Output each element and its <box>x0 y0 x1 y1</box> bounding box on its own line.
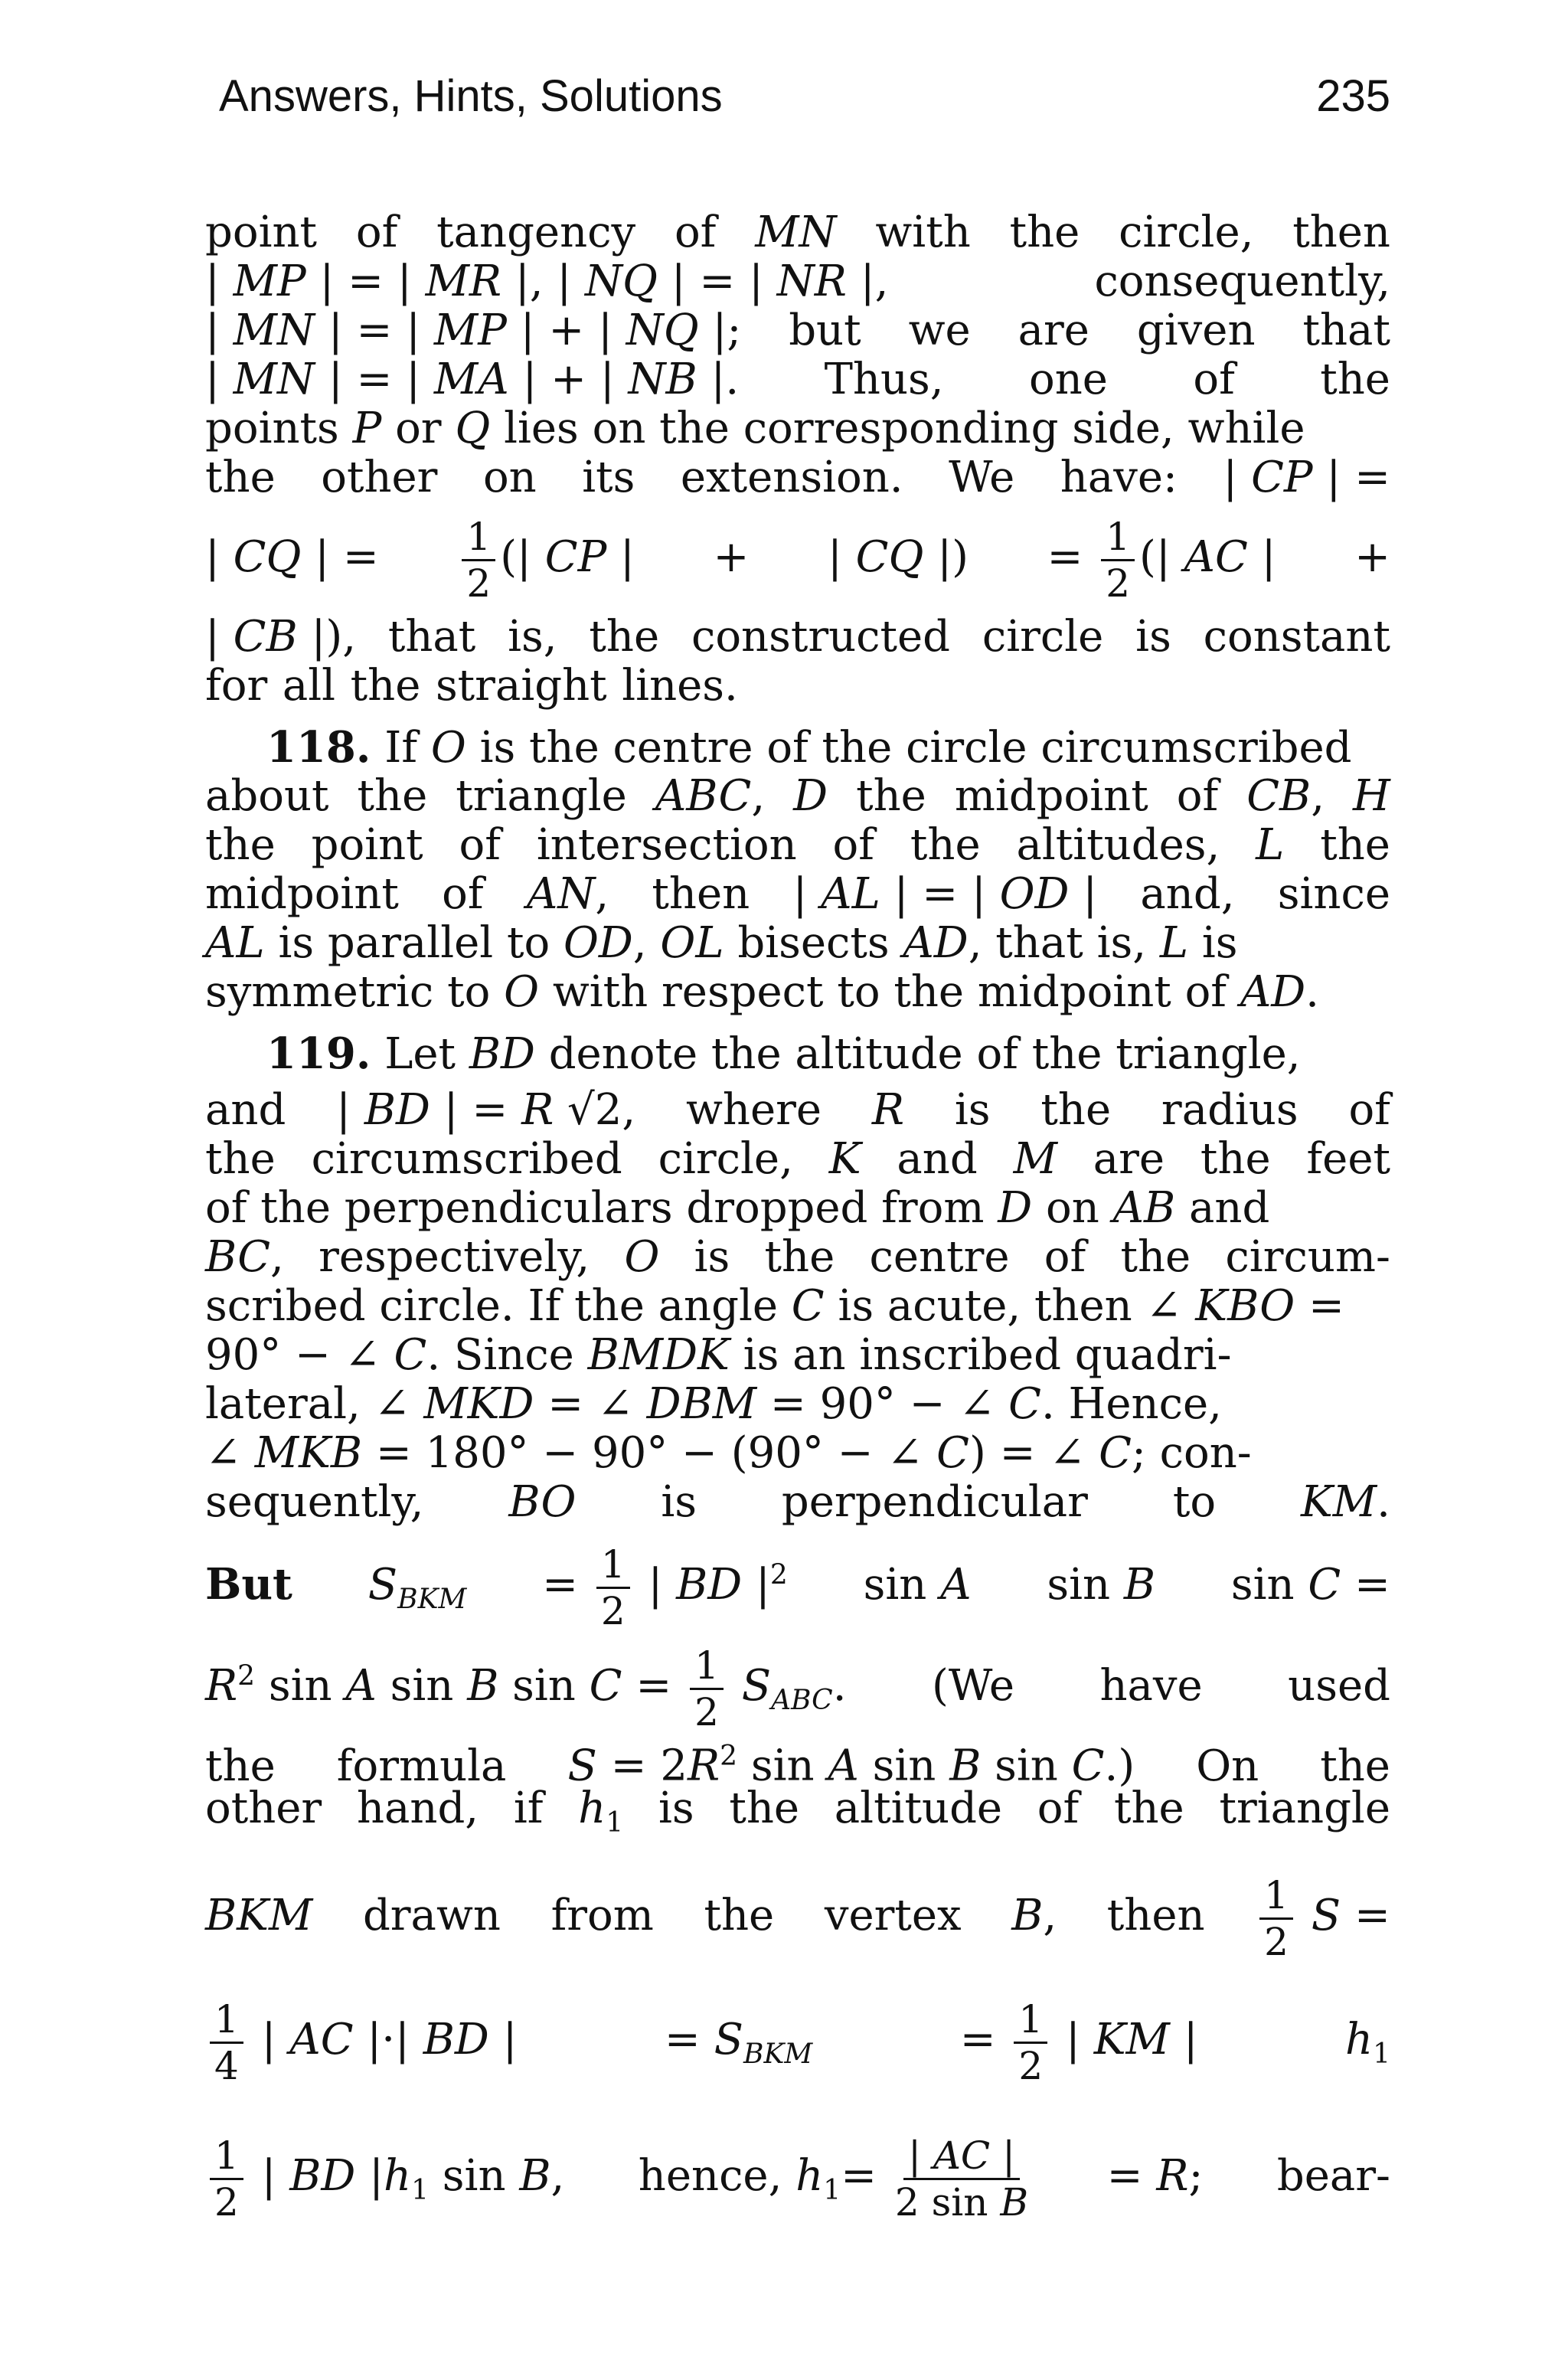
text-line-7: | CQ | = $\frac{1}{2}$ (| CP | + | CQ |) = $\frac{1}{2}$ (| AC | + <box>205 515 1390 606</box>
text-line-27: $R^2$ sin A sin B sin C = $\frac{1}{2}$ $S_{ABC}$. (We have used <box>205 1643 1390 1734</box>
text-line-29: other hand, if $h_1$ is the altitude of the triangle <box>205 1783 1390 1839</box>
text-line-30: BKM drawn from the vertex B, then $\frac{1}{2}$ S = <box>205 1873 1390 1964</box>
text-line-11: about the triangle ABC, D the midpoint of CB, H <box>205 771 1390 821</box>
text-line-8: | CB |), that is, the constructed circle is constant <box>205 612 1390 662</box>
header-title: Answers, Hints, Solutions <box>219 71 723 121</box>
text-line-10: 118. If O is the centre of the circle circumscribed <box>266 722 1352 773</box>
text-line-16: 119. Let BD denote the altitude of the triangle, <box>266 1028 1301 1079</box>
text-line-22: 90° − ∠ C. Since BMDK is an inscribed quadri- <box>205 1330 1232 1380</box>
text-line-24: ∠ MKB = 180° − 90° − (90° − ∠ C) = ∠ C; con- <box>205 1428 1252 1478</box>
text-line-32: $\frac{1}{2}$ | BD $|h_1$ sin B, hence, $h_1=$ $\frac{| AC |}{\text{2 sin B}}$ = R; bear- <box>205 2136 1390 2221</box>
text-line-1: point of tangency of MN with the circle, then <box>205 208 1390 257</box>
text-line-6: the other on its extension. We have: | CP | = <box>205 453 1390 502</box>
text-line-25: sequently, BO is perpendicular to KM. <box>205 1477 1390 1527</box>
text-line-23: lateral, ∠ MKD = ∠ DBM = 90° − ∠ C. Hence, <box>205 1379 1222 1429</box>
text-line-18: the circumscribed circle, K and M are the feet <box>205 1134 1390 1184</box>
text-line-17: and | BD | = R √2, where R is the radius of <box>205 1085 1390 1135</box>
text-line-15: symmetric to O with respect to the midpoint of AD. <box>205 967 1319 1017</box>
text-line-31: $\frac{1}{4}$ | AC |·| BD | = $S_{BKM}$ = $\frac{1}{2}$ | KM | $h_1$ <box>205 2000 1390 2085</box>
text-line-3: | MN | = | MP | + | NQ |; but we are given that <box>205 306 1390 355</box>
text-line-19: of the perpendiculars dropped from D on AB and <box>205 1183 1270 1233</box>
text-line-28: the formula $S = 2R^2$ sin A sin B sin C.) On the <box>205 1741 1390 1791</box>
text-line-4: | MN | = | MA | + | NB |. Thus, one of the <box>205 355 1390 404</box>
text-line-21: scribed circle. If the angle C is acute, then ∠ KBO = <box>205 1281 1344 1331</box>
text-line-20: BC, respectively, O is the centre of the circum- <box>205 1232 1390 1282</box>
text-line-2: | MP | = | MR |, | NQ | = | NR |, consequently, <box>205 257 1390 306</box>
running-header <box>219 70 1390 122</box>
text-line-13: midpoint of AN, then | AL | = | OD | and, since <box>205 869 1390 919</box>
page-number: 235 <box>1316 71 1390 121</box>
text-line-5: points P or Q lies on the corresponding side, while <box>205 404 1305 453</box>
text-line-26: But $S_{BKM}$ = $\frac{1}{2}$ | BD $|^2$ sin A sin B sin C = <box>205 1542 1390 1633</box>
text-line-9: for all the straight lines. <box>205 661 738 711</box>
text-line-14: AL is parallel to OD, OL bisects AD, that is, L is <box>205 918 1238 968</box>
text-line-12: the point of intersection of the altitudes, L the <box>205 820 1390 870</box>
